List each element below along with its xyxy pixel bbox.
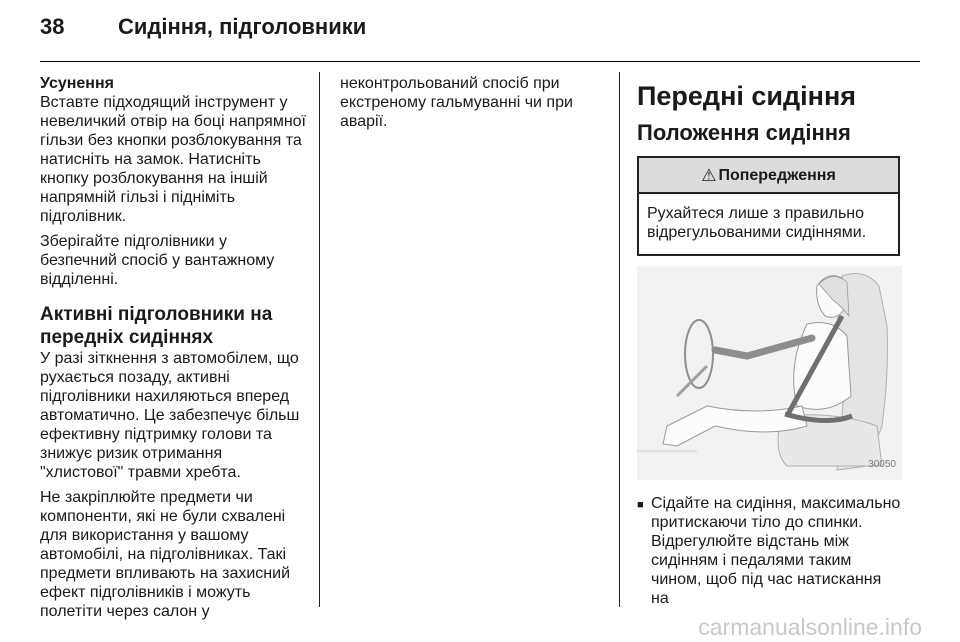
warning-header [639, 158, 898, 194]
driver-seat-drawing [637, 266, 902, 480]
paragraph-active-1: У разі зіткнення з автомобілем, що рухається позаду, активні підголівники нахиляються вперед автоматично. Це забезпечує більш ефективну підтримку голови та знижує ризик отримання "хлистової" травми хребта. [40, 350, 300, 481]
page-title: Сидіння, підголовники [118, 14, 367, 39]
heading-active-headrests: Активні підголовники на передніх сидіннях [40, 304, 273, 348]
heading-removal: Усунення [40, 75, 114, 92]
bullet-text: Сідайте на сидіння, максимально притискаючи тіло до спинки. Відрегулюйте відстань між сидінням і педалями таким чином, щоб під час натискання на [651, 495, 901, 607]
warning-box [637, 156, 900, 256]
column-middle [340, 74, 600, 137]
column-left [40, 74, 306, 627]
bullet-item [637, 494, 902, 608]
warning-text: Рухайтеся лише з правильно відрегульованими сидіннями. [647, 205, 867, 241]
warning-title: Попередження [718, 166, 836, 184]
heading-seat-position: Положення сидіння [637, 120, 851, 145]
paragraph-removal-2: Зберігайте підголівники у безпечний спосіб у вантажному відділенні. [40, 233, 275, 288]
bullet-square-icon: ■ [637, 499, 644, 511]
page-number: 38 [40, 14, 65, 39]
paragraph-active-2: Не закріплюйте предмети чи компоненти, які не були схвалені для використання у вашому автомобілі, на підголівниках. Такі предмети впливають на захисний ефект підголівників і можуть полетіти через салон у [40, 489, 290, 620]
column-divider-2 [619, 72, 620, 607]
seat-position-illustration [637, 266, 902, 480]
column-right [637, 78, 902, 608]
page-header [0, 0, 960, 62]
watermark: carmanualsonline.info [698, 614, 922, 640]
paragraph-continued: неконтрольований спосіб при екстреному гальмуванні чи при аварії. [340, 75, 573, 130]
warning-triangle-icon: ⚠ [701, 165, 717, 185]
header-divider [40, 61, 920, 62]
heading-front-seats: Передні сидіння [637, 81, 857, 111]
column-divider-1 [319, 72, 320, 607]
illustration-code: 30050 [868, 459, 896, 470]
paragraph-removal-1: Вставте підходящий інструмент у невеличкий отвір на боці напрямної гільзи без кнопки розблокування та натисніть на замок. Натисніть кнопку розблокування на іншій напрямній гільзі і підніміть підголівник. [40, 94, 306, 225]
